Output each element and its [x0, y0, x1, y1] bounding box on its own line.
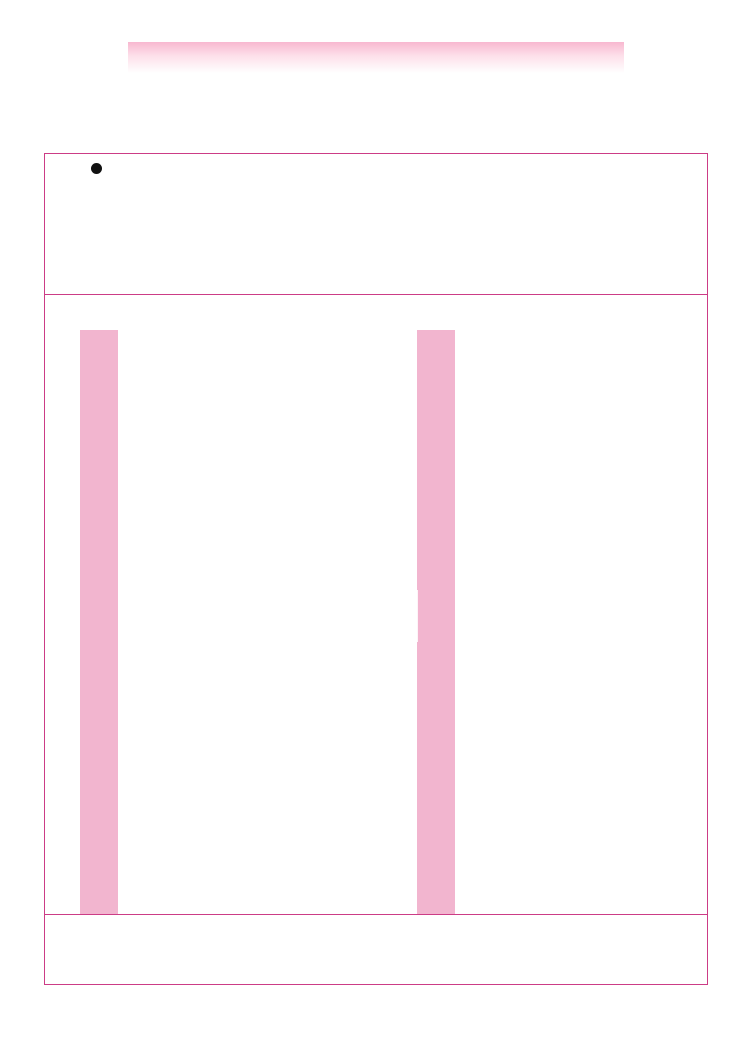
col-header-disapprove-left [264, 296, 372, 328]
instruction-item-4 [87, 160, 700, 179]
col-header-approve-right [481, 296, 590, 328]
filled-bubble-sample-icon [91, 163, 102, 174]
col-header-name-right [382, 296, 481, 328]
candidate-names-left [80, 330, 118, 914]
print-blank-area [455, 590, 471, 642]
col-header-approve-left [156, 296, 264, 328]
instructions [60, 160, 700, 179]
col-header-disapprove-right [590, 296, 708, 328]
ballot-title [128, 42, 624, 73]
print-blank-area [398, 590, 418, 642]
col-header-name-left [44, 296, 156, 328]
ballot-frame [44, 153, 708, 985]
table-bottom-rule [44, 914, 708, 915]
candidate-names-right [417, 330, 455, 914]
table-top-rule [44, 294, 708, 295]
instructions-list [60, 160, 700, 179]
